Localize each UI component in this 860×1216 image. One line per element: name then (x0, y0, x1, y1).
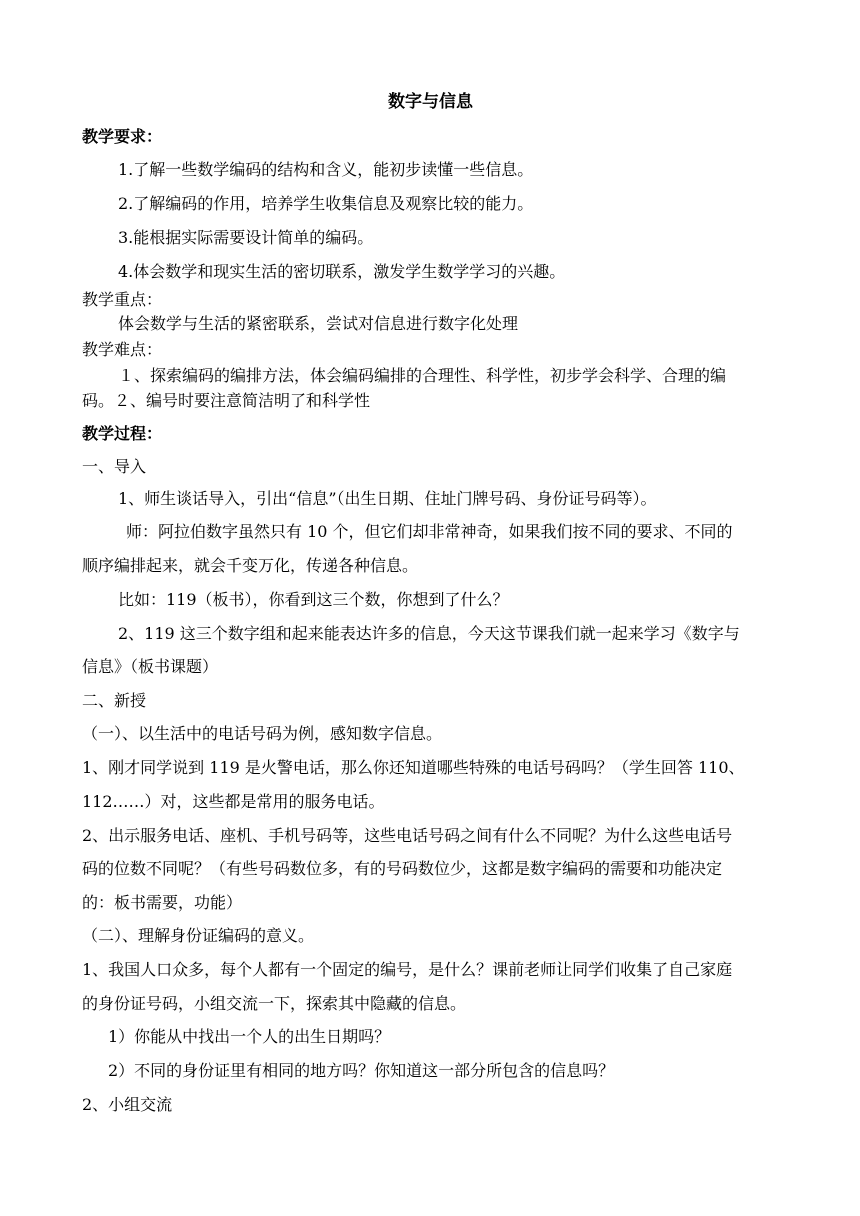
section-1-paragraph-2-line-1: 师：阿拉伯数字虽然只有 10 个，但它们却非常神奇，如果我们按不同的要求、不同的 (126, 522, 733, 541)
requirement-item-1: 1.了解一些数学编码的结构和含义，能初步读懂一些信息。 (118, 160, 534, 179)
part-2-subquestion-2: 2）不同的身份证里有相同的地方吗？你知道这一部分所包含的信息吗？ (108, 1061, 615, 1080)
part-2-question-2: 2、小组交流 (82, 1095, 173, 1114)
part-1-question-1-line-1: 1、刚才同学说到 119 是火警电话，那么你还知道哪些特殊的电话号码吗？（学生回答 110、 (82, 758, 745, 777)
section-1-paragraph-4-line-1: 2、119 这三个数字组和起来能表达许多的信息，今天这节课我们就一起来学习《数字与 (118, 624, 740, 643)
key-points-text: 体会数学与生活的紧密联系，尝试对信息进行数字化处理 (118, 314, 519, 333)
section-1-paragraph-3: 比如：119（板书），你看到这三个数，你想到了什么？ (118, 590, 509, 609)
requirements-heading: 教学要求： (82, 127, 163, 146)
part-2-question-1-line-2: 的身份证号码，小组交流一下，探索其中隐藏的信息。 (82, 994, 467, 1013)
key-points-heading: 教学重点： (82, 290, 163, 309)
part-1-question-2-line-1: 2、出示服务电话、座机、手机号码等，这些电话号码之间有什么不同呢？为什么这些电话号 (82, 826, 733, 845)
requirement-item-2: 2.了解编码的作用，培养学生收集信息及观察比较的能力。 (118, 194, 534, 213)
difficulties-heading: 教学难点： (82, 340, 163, 359)
part-2-subquestion-1: 1）你能从中找出一个人的出生日期吗？ (108, 1027, 391, 1046)
section-2-heading: 二、新授 (82, 691, 147, 710)
difficulties-line-1: １、探索编码的编排方法，体会编码编排的合理性、科学性，初步学会科学、合理的编 (118, 366, 727, 385)
part-1-heading: （一）、以生活中的电话号码为例，感知数字信息。 (82, 724, 443, 743)
requirement-item-4: 4.体会数学和现实生活的密切联系，激发学生数学学习的兴趣。 (118, 262, 566, 281)
part-1-question-2-line-3: 的：板书需要，功能） (82, 893, 243, 912)
process-heading: 教学过程： (82, 424, 163, 443)
section-1-paragraph-2-line-2: 顺序编排起来，就会千变万化，传递各种信息。 (82, 556, 419, 575)
requirement-item-3: 3.能根据实际需要设计简单的编码。 (118, 228, 374, 247)
section-1-heading: 一、导入 (82, 457, 147, 476)
part-2-heading: （二）、理解身份证编码的意义。 (82, 926, 315, 945)
section-1-paragraph-1: 1、师生谈话导入，引出“信息”（出生日期、住址门牌号码、身份证号码等）。 (118, 489, 657, 508)
page-title: 数字与信息 (388, 92, 473, 112)
difficulties-line-2: 码。２、编号时要注意简洁明了和科学性 (82, 391, 371, 410)
part-1-question-2-line-2: 码的位数不同呢？（有些号码数位多，有的号码数位少，这都是数字编码的需要和功能决定 (82, 859, 723, 878)
part-2-question-1-line-1: 1、我国人口众多，每个人都有一个固定的编号，是什么？课前老师让同学们收集了自己家庭 (82, 960, 733, 979)
part-1-question-1-line-2: 112……）对，这些都是常用的服务电话。 (82, 792, 385, 811)
section-1-paragraph-4-line-2: 信息》（板书课题） (82, 657, 219, 676)
